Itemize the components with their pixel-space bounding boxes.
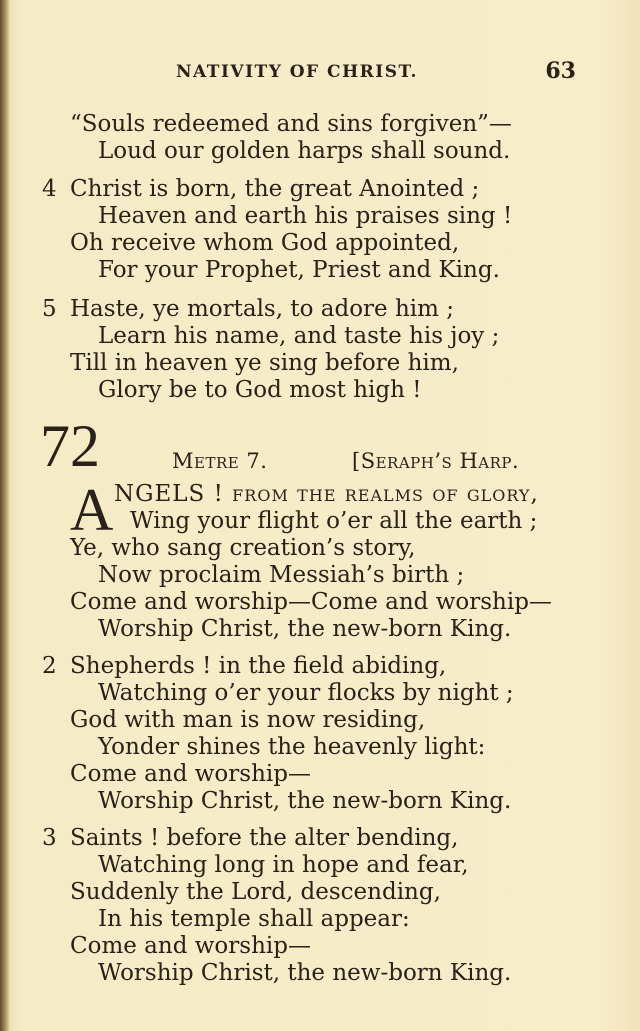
verse-line: Learn his name, and taste his joy ; xyxy=(98,323,500,349)
verse-line: Loud our golden harps shall sound. xyxy=(98,138,511,164)
stanza-number: 5 xyxy=(42,296,57,322)
drop-cap: A xyxy=(70,477,114,543)
verse-line: Worship Christ, the new-born King. xyxy=(98,616,512,642)
page-number: 63 xyxy=(545,58,576,84)
verse-line: Watching long in hope and fear, xyxy=(98,852,469,878)
verse-line: Yonder shines the heavenly light: xyxy=(98,734,486,760)
stanza-number: 2 xyxy=(42,653,57,679)
page-spine-shadow xyxy=(0,0,10,1031)
verse-line: God with man is now residing, xyxy=(70,707,426,733)
verse-line: Ye, who sang creation’s story, xyxy=(70,535,416,561)
stanza-number: 4 xyxy=(42,176,57,202)
verse-line: In his temple shall appear: xyxy=(98,906,410,932)
verse-line: Watching o’er your flocks by night ; xyxy=(98,680,514,706)
verse-line: Worship Christ, the new-born King. xyxy=(98,788,512,814)
verse-line: Heaven and earth his praises sing ! xyxy=(98,203,513,229)
verse-line: Worship Christ, the new-born King. xyxy=(98,960,512,986)
hymn-number: 72 xyxy=(40,413,100,479)
hymn-metre: Metre 7. xyxy=(172,449,268,473)
verse-line: Shepherds ! in the field abiding, xyxy=(70,653,447,679)
page-header xyxy=(0,58,640,84)
verse-line: NGELS ! from the realms of glory, xyxy=(114,481,539,507)
verse-line: Come and worship— xyxy=(70,761,311,787)
verse-line: Suddenly the Lord, descending, xyxy=(70,879,441,905)
verse-line: For your Prophet, Priest and King. xyxy=(98,257,500,283)
verse-line: “Souls redeemed and sins forgiven”— xyxy=(70,111,512,137)
verse-line: Glory be to God most high ! xyxy=(98,377,422,403)
verse-line: Oh receive whom God appointed, xyxy=(70,230,460,256)
verse-line: Come and worship—Come and worship— xyxy=(70,589,552,615)
verse-line: Come and worship— xyxy=(70,933,311,959)
verse-line: Till in heaven ye sing before him, xyxy=(70,350,459,376)
verse-line: Now proclaim Messiah’s birth ; xyxy=(98,562,465,588)
verse-line: Saints ! before the alter bending, xyxy=(70,825,459,851)
verse-line: Christ is born, the great Anointed ; xyxy=(70,176,480,202)
hymn-source: [Seraph’s Harp. xyxy=(352,449,520,473)
verse-line: Wing your flight o’er all the earth ; xyxy=(130,508,538,534)
verse-line: Haste, ye mortals, to adore him ; xyxy=(70,296,454,322)
running-title: NATIVITY OF CHRIST. xyxy=(176,62,418,82)
stanza-number: 3 xyxy=(42,825,57,851)
